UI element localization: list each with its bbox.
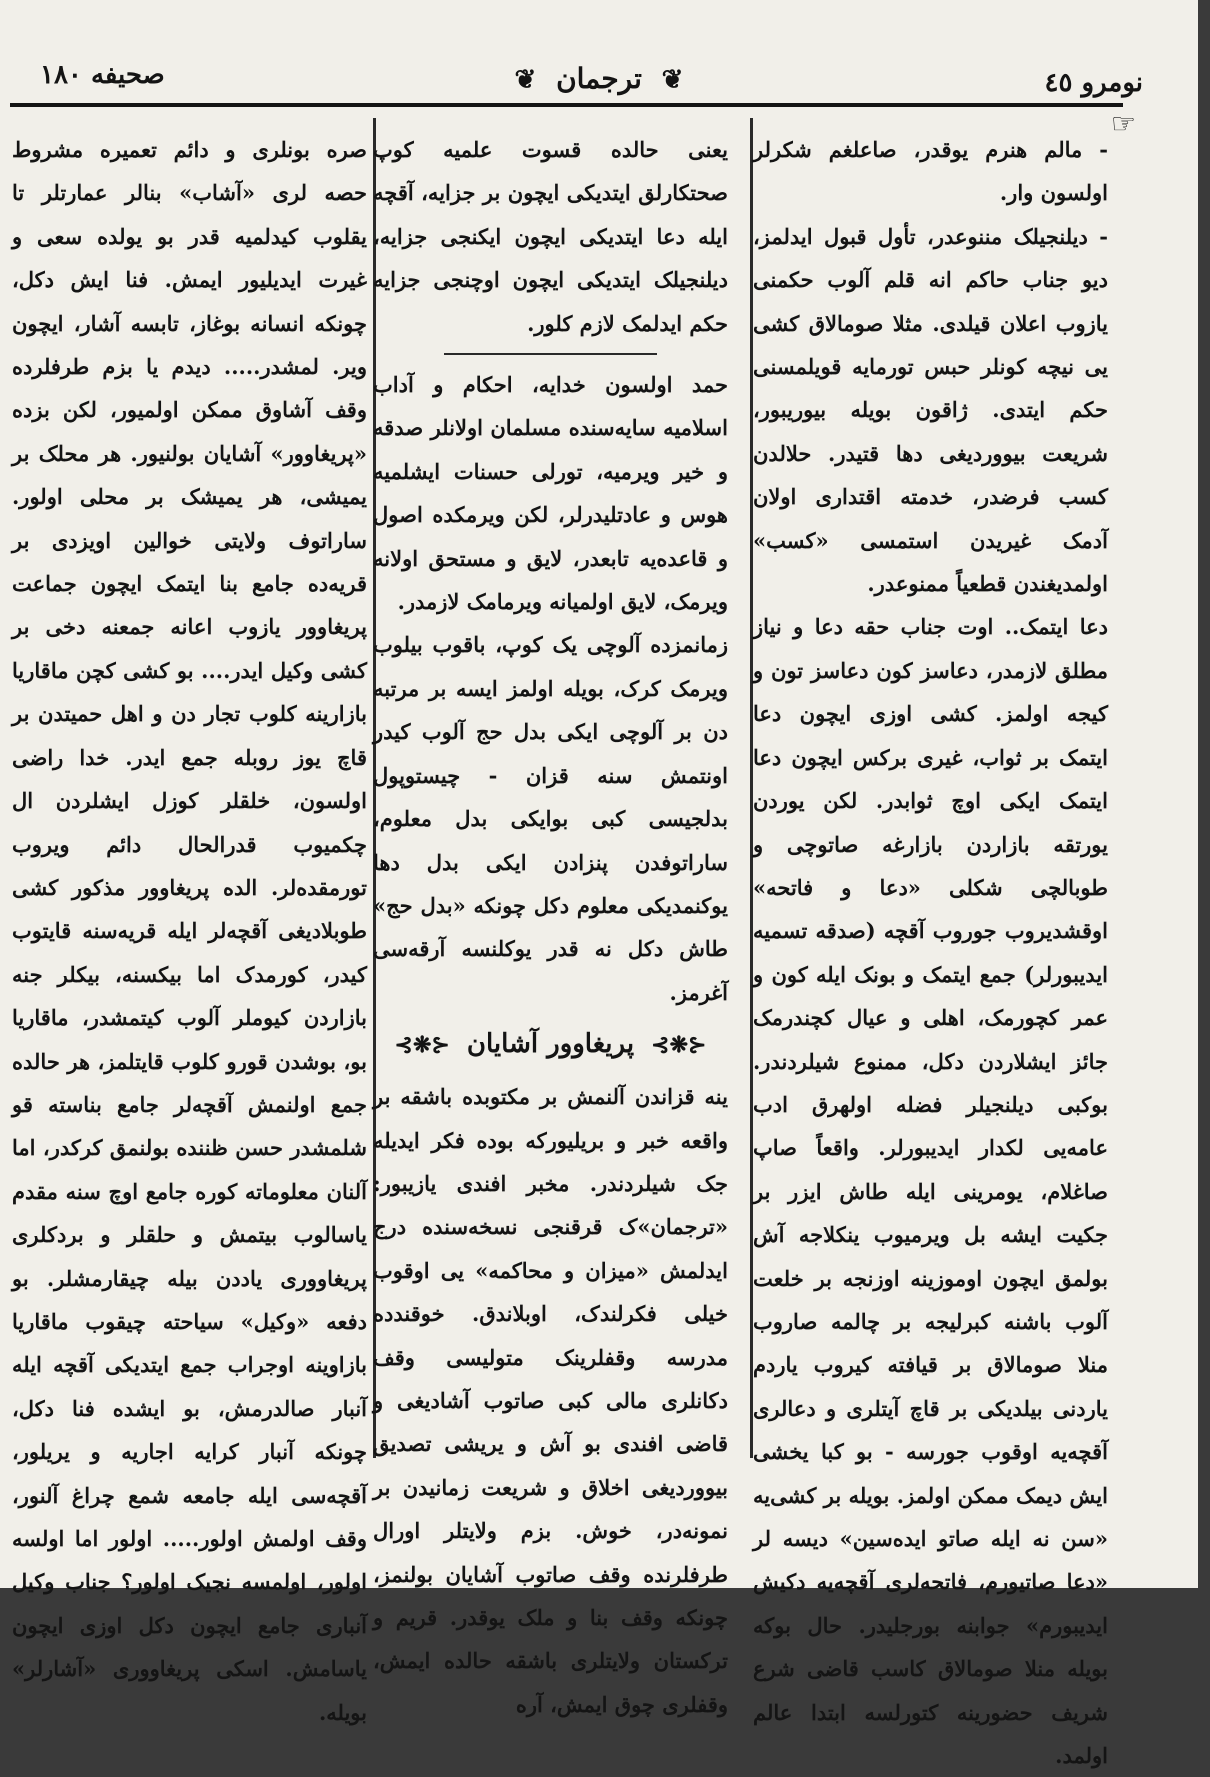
section-title: پریغاوور آشایان [466, 1029, 635, 1060]
paragraph: ینه قزاندن آلنمش بر مکتوبده باشقه بر واقعه خبر و بریلیورکه بوده فکر ایدیله جک شیلردندر. مخبر افندی یازیبور: «ترجمان»ک قرقنجی نسخه‌سنده درج ایدلمش «میزان و محاکمه» یی اوقوب خیلی فکرلندک، اوبلاندق. خوقندده مدرسه وقفلرینک متولیسی وقف دکانلری مالی کبی صاتوب آشادیغی و قاضی افندی بو آش و یریشی تصدیق بیووردیغی اخلاق و شریعت زمانیدن بر نمونه‌در، خوش. بزم ولایتلر اورال طرفلرنده وقف صاتوب آشایان بولنمز، چونکه وقف بنا و ملک یوقدر. قریم و ترکستان ولایتلری باشقه حالده ایمش، وقفلری چوق ایمش، آره [373, 1084, 728, 1717]
paragraph: حمد اولسون خدایه، احکام و آداب اسلامیه سایه‌سنده مسلمان اولانلر صدقه و خیر ویرمیه، تورلی حسنات ایشلمیه هوس و عادتلیدرلر، لکن ویرمکده اصول و قاعده‌یه تابعدر، لایق و مستحق اولانه ویرمک، لایق اولمیانه ویرمامک لازمدر. [373, 372, 728, 615]
paragraph: یعنی حالده قسوت علمیه کوپ صحتکارلق ایتدیکی ایچون بر جزایه، آقچه ایله دعا ایتدیکی ایچون ایکنجی جزایه، دیلنجیلک ایتدیکی ایچون اوچنجی جزایه حکم ایدلمک لازم کلور. [373, 137, 728, 336]
paragraph: صره بونلری و دائم تعمیره مشروط حصه لری «آشاب» بنالر عمارتلر تا یقلوب کیدلمیه قدر بو یولده سعی و غیرت ایدیلیور ایمش. فنا ایش دکل، چونکه انسانه بوغاز، تابسه آشار، ایچون ویر. لمشدر..... دیدم یا بزم طرفلرده وقف آشاوق ممکن اولمیور، لکن بزده «پریغاوور» آشایان بولنیور. هر محلک بر یمیشی، هر یمیشک بر محلی اولور. ساراتوف ولایتی خوالین اویزدی بر قریه‌ده جامع بنا ایتمک ایچون جماعت پریغاوور یازوب اعانه جمعنه دخی بر کشی وکیل ایدر.... بو کشی کچن ماقاریا بازارینه کلوب تجار دن و اهل حمیتدن بر قاچ یوز روبله جمع ایدر. خدا راضی اولسون، خلقلر کوزل ایشلردن ال چکمیوب قدرالحال دائم ویروب تورمقده‌لر. الده پریغاوور مذکور کشی طوبلادیغی آقچه‌لر ایله قریه‌سنه قایتوب کیدر، کورمدک اما بیکسنه، بیکلر جنه بازاردن کیوملر آلوب کیتمشدر، ماقاریا بو، بوشدن قورو کلوب قایتلمز، هر حالده جمع اولنمش آقچه‌لر جامع بناسته قو شلمشدر حسن ظننده بولنمق کرکدر، اما آلنان معلوماته کوره جامع اوچ سنه مقدم یاسالوب بیتمش و حلقلر و بردکلری پریغاووری یاددن بیله چیقارمشلر. بو دفعه «وکیل» سیاحته چیقوب ماقاریا بازاوینه اوجراب جمع ایتدیکی آقچه ایله آنبار صالدرمش، بو ایشده فنا دکل، چونکه آنبار کرایه اجاریه و یریلور، آقچه‌سی ایله جامعه شمع چراغ آلنور، وقف اولمش اولور..... اولور اما اولسه اولور، اولمسه نجیک اولور؟ جناب وکیل آنباری جامع ایچون دکل اوزی ایچون یاسامش. اسکی پریغاووری «آشارلر» بویله. [12, 137, 367, 1725]
paragraph: - مالم هنرم یوقدر، صاعلغم شکرلر اولسون وار. [753, 137, 1108, 206]
masthead-ornament-right: ❦ [661, 65, 684, 95]
masthead-title: ترجمان [556, 62, 642, 95]
heading-ornament-right: ⊰❋⊱ [651, 1032, 707, 1059]
column-middle [373, 128, 728, 1717]
paragraph-divider [444, 353, 657, 355]
heading-ornament-left: ⊰❋⊱ [394, 1032, 450, 1059]
page-number: صحیفه ١٨٠ [40, 60, 165, 90]
masthead-ornament-left: ❦ [514, 65, 537, 95]
paragraph: زمانمزده آلوچی یک کوپ، باقوب بیلوب ویرمک کرک، بویله اولمز ایسه بر مرتبه دن بر آلوچی ایکی بدل حج آلوب کیدر اونتمش سنه قزان - چیستوپول بدلجیسی کبی بوایکی بدل معلوم، ساراتوفدن پنزادن ایکی بدل دها یوکنمدیکی معلوم دکل چونکه «بدل حج» طاش دکل نه قدر یوکلنسه آرقه‌سی آغرمز. [373, 632, 728, 1005]
section-heading [373, 1014, 728, 1075]
pointing-hand-icon: ☞ [1110, 107, 1136, 140]
paragraph: - دیلنجیلک مننوعدر، تأول قبول ایدلمز، دیو جناب حاکم انه قلم آلوب حکمنی یازوب اعلان قیلدی. مثلا صومالاق کشی یی نیچه کونلر حبس تورمایه قویلمسنی حکم ایتدی. ژاقون بویله بیوریبور، شریعت بیووردیغی دها قتیدر. حلالدن کسب فرضدر، خدمته اقتداری اولان آدمک غیریدن استمسی «کسب» اولمدیغندن قطعیاً ممنوعدر. [753, 223, 1108, 597]
column-right [753, 128, 1108, 1769]
issue-number: نومرو ٤٥ [1044, 68, 1143, 98]
masthead [20, 62, 1178, 95]
header-rule [10, 103, 1123, 107]
column-left [12, 128, 367, 1725]
page-header [20, 48, 1178, 106]
paragraph: دعا ایتمک.. اوت جناب حقه دعا و نیاز مطلق لازمدر، دعاسز کون دعاسز تون و کیجه اولمز. کشی اوزی ایچون دعا ایتمک بر ثواب، غیری برکس ایچون دعا ایتمک ایکی اوچ ثوابدر. لکن یوردن یورتقه بازاردن بازارغه صاتوچی و طوبالچی شکلی «دعا و فاتحه» اوقشدیروب جوروب آقچه (صدقه تسمیه ایدیبورلر) جمع ایتمک و بونک ایله کون و عمر کچورمک، اهلی و عیال کچندرمک جائز ایشلاردن دکل، ممنوع شیلردندر. بوکبی دیلنجیلر فضله اولهرق ادب عامه‌یی لکدار ایدیبورلر. واقعاً صاپ صاغلام، یومرینی ایله طاش ایزر بر جکیت ایشه بل ویرمیوب ینکلاجه آش بولمق ایچون اوموزینه اوزنجه بر خلعت آلوب باشنه کبرلیجه بر چالمه صاروب منلا صومالاق بر قیافته کیروب یاردم یاردنی بیلدیکی بر قاچ آیتلری و دعالری آقچه‌یه اوقوب جورسه - بو کبا یخشی ایش دیمک ممکن اولمز. بو‌یله بر کشی‌یه «سن نه ایله صاتو ایده‌سین» دیسه لر «دعا صاتیورم، فاتحه‌لری آقچه‌یه دکیش ایدیبورم» جوابنه بورجلیدر. حال بوکه بویله منلا صومالاق کاسب قاضی شرع شریف حضورینه کتورلسه ابتدا عالم اولمد. [753, 614, 1108, 1769]
